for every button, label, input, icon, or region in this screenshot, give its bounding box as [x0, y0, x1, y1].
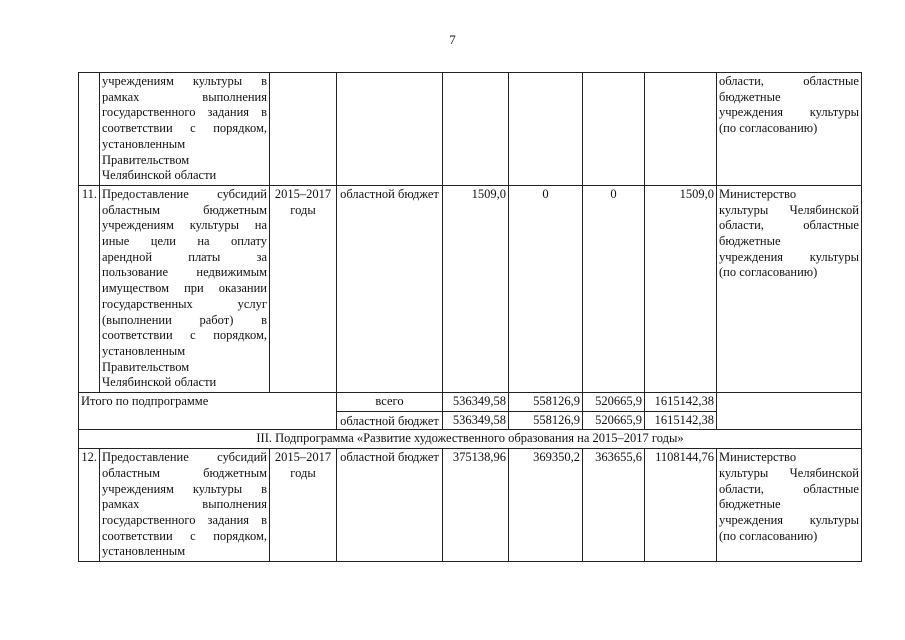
source-cell: областной бюджет [337, 411, 443, 430]
amount-2015-cell: 1509,0 [443, 185, 509, 392]
text-line: (по согласованию) [719, 528, 818, 543]
amount-2017-cell: 363655,6 [583, 449, 645, 562]
executor-cell [717, 449, 862, 562]
row-number-cell: 12. [79, 449, 100, 562]
text-line: учреждения культуры [719, 249, 859, 264]
text-line: учреждениям культуры на [102, 218, 267, 233]
text-line: областным бюджетным [102, 202, 267, 217]
text-line: Предоставление субсидий [102, 186, 267, 201]
amount-2015-cell [443, 73, 509, 186]
executor-cell [717, 393, 862, 430]
page-number: 7 [449, 32, 456, 47]
text-line: Челябинской области [102, 168, 217, 183]
subprogram-total-label: Итого по подпрограмме [79, 393, 337, 430]
amount-total-cell: 1509,0 [645, 185, 717, 392]
amount-2016-cell: 558126,9 [509, 393, 583, 412]
text-line: бюджетные [719, 497, 781, 512]
text-line: (по согласованию) [719, 121, 818, 136]
text-line: Министерство [719, 186, 797, 201]
text-line: Предоставление субсидий [102, 450, 267, 465]
text-line: Правительством [102, 359, 190, 374]
executor-cell [717, 185, 862, 392]
row-number-cell [79, 73, 100, 186]
amount-2016-cell: 0 [509, 185, 583, 392]
period-cell: 2015–2017 годы [270, 449, 337, 562]
period-cell: 2015–2017 годы [270, 185, 337, 392]
amount-2016-cell [509, 73, 583, 186]
row-number-cell: 11. [79, 185, 100, 392]
text-line: учреждениям культуры в [102, 74, 267, 88]
source-cell: областной бюджет [337, 449, 443, 562]
amount-total-cell: 1615142,38 [645, 411, 717, 430]
text-line: установленным [102, 136, 186, 151]
amount-2017-cell: 520665,9 [583, 393, 645, 412]
description-cell [100, 449, 270, 562]
text-line: области, областные [719, 218, 859, 233]
text-line: соответствии с порядком, [102, 121, 267, 136]
text-line: учреждения культуры [719, 512, 859, 527]
source-cell: всего [337, 393, 443, 412]
section-header-row [79, 430, 862, 449]
amount-2015-cell: 375138,96 [443, 449, 509, 562]
amount-2017-cell [583, 73, 645, 186]
table-row-12 [79, 449, 862, 562]
text-line: государственных услуг [102, 296, 267, 311]
amount-total-cell: 1108144,76 [645, 449, 717, 562]
text-line: иные цели на оплату [102, 234, 267, 249]
period-cell [270, 73, 337, 186]
text-line: культуры Челябинской [719, 465, 859, 480]
amount-2015-cell: 536349,58 [443, 393, 509, 412]
text-line: государственного задания в [102, 512, 267, 527]
text-line: учреждения культуры [719, 105, 859, 120]
amount-2016-cell: 558126,9 [509, 411, 583, 430]
text-line: областным бюджетным [102, 465, 267, 480]
text-line: установленным [102, 343, 186, 358]
text-line: установленным [102, 544, 186, 559]
text-line: (выполнении работ) в [102, 312, 267, 327]
section-title: III. Подпрограмма «Развитие художественного образования на 2015–2017 годы» [79, 430, 862, 449]
program-table [78, 72, 862, 562]
source-cell [337, 73, 443, 186]
text-line: области, областные [719, 481, 859, 496]
amount-2017-cell: 520665,9 [583, 411, 645, 430]
text-line: рамках выполнения [102, 89, 267, 104]
text-line: культуры Челябинской [719, 202, 859, 217]
text-line: государственного задания в [102, 105, 267, 120]
description-cell [100, 185, 270, 392]
text-line: области, областные [719, 74, 859, 88]
text-line: бюджетные [719, 89, 781, 104]
text-line: арендной платы за [102, 249, 267, 264]
text-line: Челябинской области [102, 375, 217, 390]
amount-2016-cell: 369350,2 [509, 449, 583, 562]
table-row-continuation [79, 73, 862, 186]
amount-total-cell [645, 73, 717, 186]
text-line: учреждениям культуры в [102, 481, 267, 496]
description-cell [100, 73, 270, 186]
amount-2017-cell: 0 [583, 185, 645, 392]
text-line: Министерство [719, 450, 797, 465]
text-line: рамках выполнения [102, 497, 267, 512]
executor-cell [717, 73, 862, 186]
amount-2015-cell: 536349,58 [443, 411, 509, 430]
source-cell: областной бюджет [337, 185, 443, 392]
text-line: (по согласованию) [719, 265, 818, 280]
text-line: пользование недвижимым [102, 265, 267, 280]
text-line: соответствии с порядком, [102, 328, 267, 343]
table-row-11 [79, 185, 862, 392]
amount-total-cell: 1615142,38 [645, 393, 717, 412]
text-line: имуществом при оказании [102, 281, 267, 296]
text-line: Правительством [102, 152, 190, 167]
text-line: соответствии с порядком, [102, 528, 267, 543]
text-line: бюджетные [719, 234, 781, 249]
table-row-total-all [79, 393, 862, 412]
